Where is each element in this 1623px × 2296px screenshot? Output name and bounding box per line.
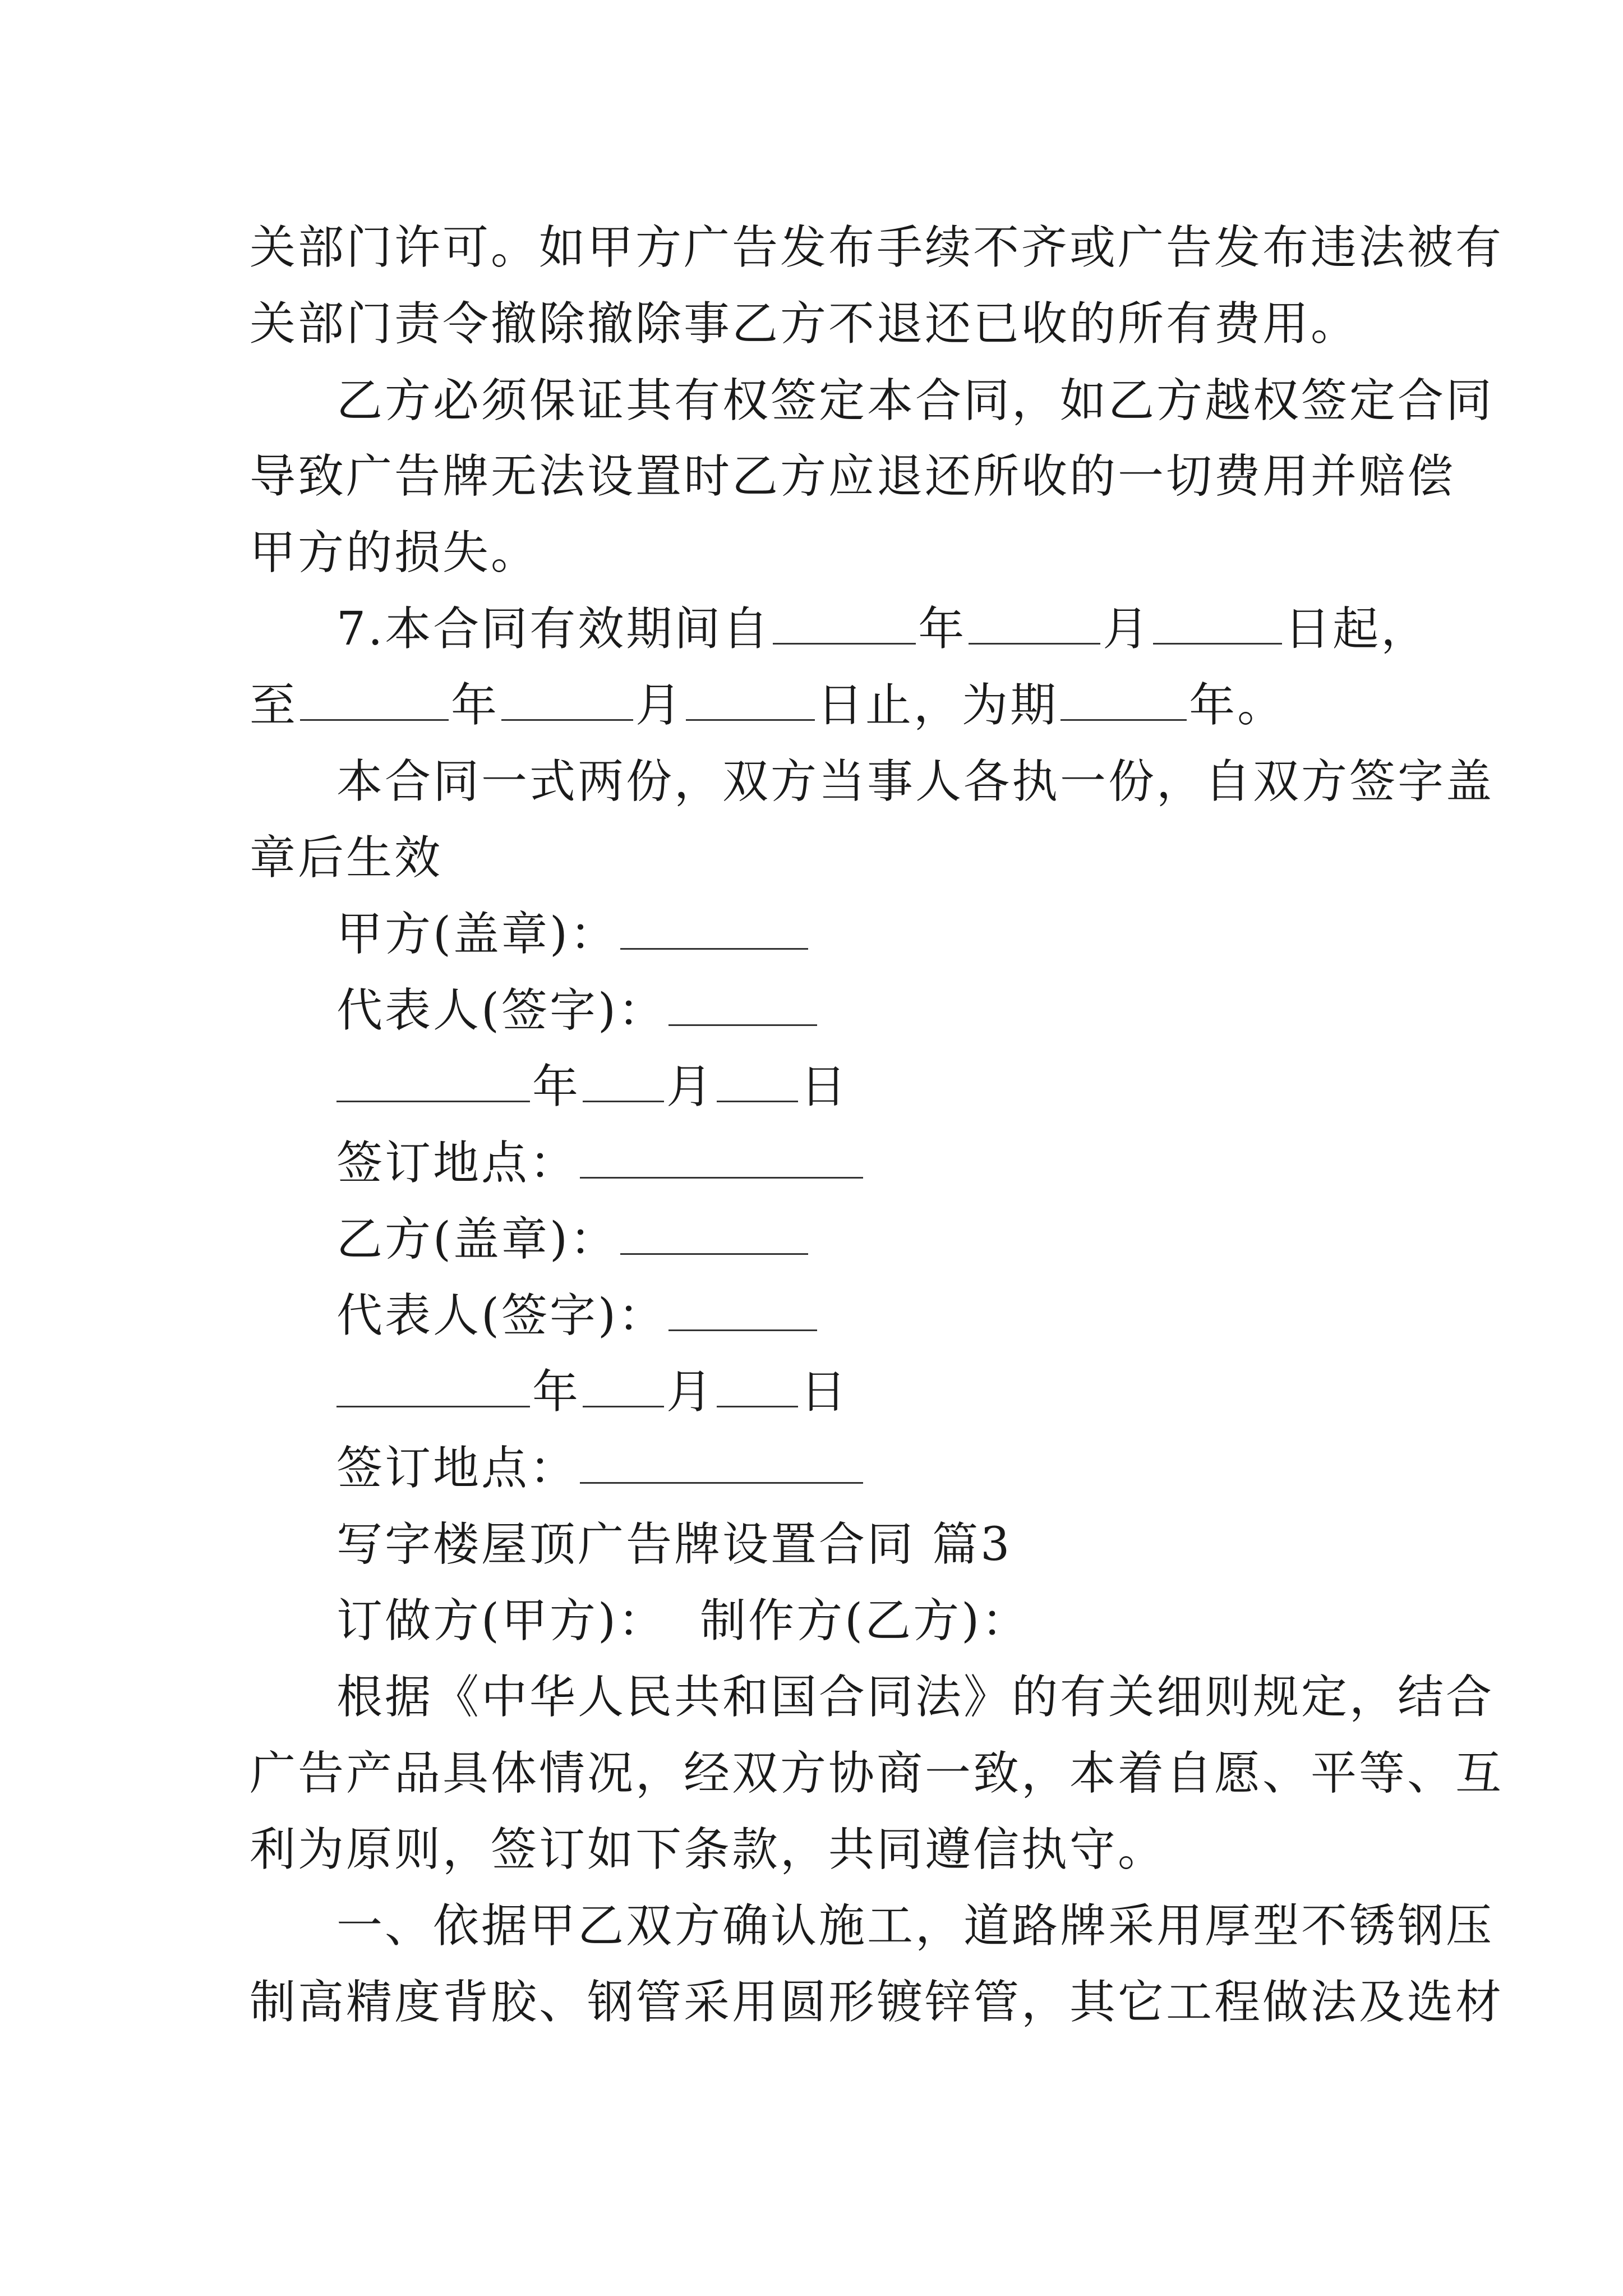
blank-field[interactable] xyxy=(717,1061,798,1102)
text-line: 关部门责令撤除撤除事乙方不退还已收的所有费用。 xyxy=(250,297,1359,351)
text-fragment: 日 xyxy=(800,1365,849,1419)
text-fragment: 日起， xyxy=(1284,602,1430,656)
blank-field[interactable] xyxy=(668,1290,817,1331)
blank-field[interactable] xyxy=(969,604,1100,645)
text-line: 本合同一式两份，双方当事人各执一份，自双方签字盖 xyxy=(336,755,1495,808)
text-fragment: 年 xyxy=(451,679,500,732)
parties-line: 订做方(甲方)： 制作方(乙方)： xyxy=(336,1594,1030,1648)
text-fragment: 至 xyxy=(250,679,298,732)
date-line xyxy=(336,1364,1377,1420)
signature-line-party-b xyxy=(336,1212,1377,1268)
text-fragment: 甲方(盖章)： xyxy=(336,908,618,961)
representative-line xyxy=(336,983,1377,1039)
blank-field[interactable] xyxy=(583,1061,664,1102)
text-fragment: 年 xyxy=(532,1060,581,1114)
text-line: 关部门许可。如甲方广告发布手续不齐或广告发布违法被有 xyxy=(250,221,1504,274)
blank-field[interactable] xyxy=(300,680,449,721)
blank-field[interactable] xyxy=(501,680,633,721)
date-line xyxy=(336,1059,1377,1115)
blank-field[interactable] xyxy=(717,1366,798,1407)
text-fragment: 乙方(盖章)： xyxy=(336,1213,618,1266)
blank-field[interactable] xyxy=(1061,680,1187,721)
text-fragment: 7.本合同有效期间自 xyxy=(336,602,771,656)
text-fragment: 代表人(签字)： xyxy=(336,1289,666,1342)
text-fragment: 月 xyxy=(666,1365,715,1419)
text-fragment: 代表人(签字)： xyxy=(336,984,666,1037)
representative-line xyxy=(336,1288,1377,1344)
blank-field[interactable] xyxy=(580,1443,863,1484)
location-line xyxy=(336,1441,1377,1497)
text-fragment: 月 xyxy=(666,1060,715,1114)
blank-field[interactable] xyxy=(773,604,916,645)
text-fragment: 签订地点： xyxy=(336,1442,578,1495)
text-fragment: 年 xyxy=(918,602,967,656)
text-line: 制高精度背胶、钢管采用圆形镀锌管，其它工程做法及选材 xyxy=(250,1976,1504,2029)
blank-field[interactable] xyxy=(686,680,815,721)
text-fragment: 签订地点： xyxy=(336,1137,578,1190)
text-line: 广告产品具体情况，经双方协商一致，本着自愿、平等、互 xyxy=(250,1747,1504,1800)
text-fragment: 年。 xyxy=(1189,679,1286,732)
validity-line xyxy=(336,601,1430,657)
text-fragment: 日止，为期 xyxy=(817,679,1059,732)
text-line: 章后生效 xyxy=(250,831,443,885)
text-line: 乙方必须保证其有权签定本合同，如乙方越权签定合同 xyxy=(336,374,1495,427)
blank-field[interactable] xyxy=(583,1366,664,1407)
section-heading: 写字楼屋顶广告牌设置合同 篇3 xyxy=(336,1518,1012,1571)
text-fragment: 月 xyxy=(635,679,684,732)
validity-line xyxy=(250,678,1377,734)
text-fragment: 年 xyxy=(532,1365,581,1419)
location-line xyxy=(336,1135,1377,1191)
text-line: 甲方的损失。 xyxy=(250,526,540,579)
text-fragment: 日 xyxy=(800,1060,849,1114)
blank-field[interactable] xyxy=(336,1061,530,1102)
blank-field[interactable] xyxy=(620,1214,808,1255)
blank-field[interactable] xyxy=(1153,604,1282,645)
blank-field[interactable] xyxy=(580,1138,863,1179)
text-line: 利为原则，签订如下条款，共同遵信执守。 xyxy=(250,1823,1166,1876)
text-line: 根据《中华人民共和国合同法》的有关细则规定，结合 xyxy=(336,1671,1495,1724)
text-line: 导致广告牌无法设置时乙方应退还所收的一切费用并赔偿 xyxy=(250,450,1456,503)
blank-field[interactable] xyxy=(336,1366,530,1407)
blank-field[interactable] xyxy=(668,985,817,1026)
signature-line-party-a xyxy=(336,907,1377,963)
text-fragment: 月 xyxy=(1103,602,1151,656)
text-line: 一、依据甲乙双方确认施工，道路牌采用厚型不锈钢压 xyxy=(336,1899,1495,1953)
blank-field[interactable] xyxy=(620,909,808,950)
